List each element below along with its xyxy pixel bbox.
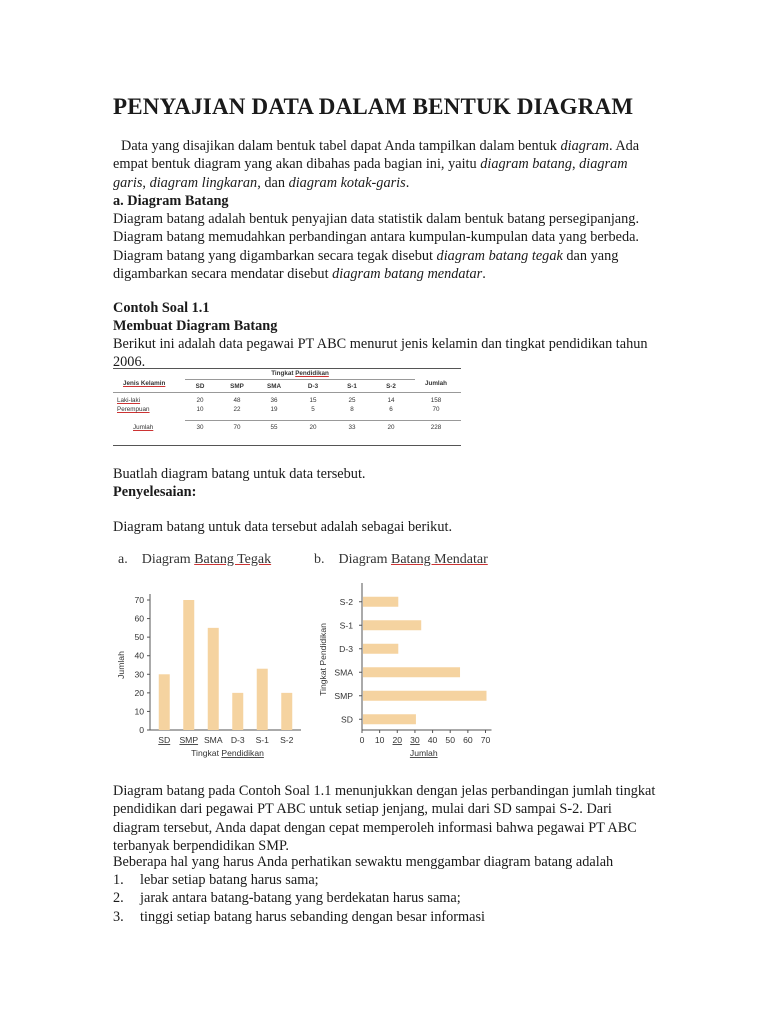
text-run: . Ada empat bentuk diagram yang akan dibahas pada bagian ini, yaitu — [113, 138, 640, 173]
conclusion-paragraph: Diagram batang pada Contoh Soal 1.1 menunjukkan dengan jelas perbandingan jumlah tingkat pendidikan dari pegawai PT ABC untuk setiap jenjang, mulai dari SD sampai S-2. Dari diagram tersebut, Anda dapat dengan cepat memperoleh informasi bahwa pegawai PT ABC terbanyak berpendidikan SMP. — [113, 783, 656, 855]
table-total-cell: 228 — [430, 424, 442, 431]
table-cell: 20 — [196, 397, 204, 404]
table-cell: 5 — [311, 406, 315, 413]
text-run: , — [571, 156, 580, 173]
example-heading: Contoh Soal 1.1 — [113, 300, 210, 316]
list-text: tinggi setiap batang harus sebanding dengan besar informasi — [140, 908, 486, 925]
y-tick-label: 10 — [134, 706, 144, 717]
bar — [208, 628, 219, 730]
table-cell: 19 — [270, 406, 278, 413]
y-tick-label: S-2 — [339, 596, 353, 607]
table-cell: 55 — [270, 424, 278, 431]
table-cell: 14 — [387, 397, 395, 404]
x-tick-label: 60 — [463, 735, 473, 745]
table-row-label: Perempuan — [117, 406, 150, 413]
x-tick-label: 40 — [427, 735, 438, 745]
x-tick-label: SD — [158, 735, 171, 745]
table-cell: 70 — [233, 424, 241, 431]
y-tick-label: 30 — [134, 669, 144, 680]
table-col-header: SD — [195, 383, 205, 390]
table-group-header: Tingkat Pendidikan — [271, 370, 329, 377]
list-number: 3. — [113, 908, 124, 925]
table-cell: 20 — [309, 424, 317, 431]
italic-term: diagram batang mendatar — [332, 266, 483, 283]
italic-term: diagram lingkaran — [149, 174, 258, 191]
bar — [363, 644, 398, 654]
y-tick-label: S-1 — [339, 620, 353, 631]
x-tick-label: 20 — [392, 735, 403, 745]
bar — [363, 691, 487, 701]
y-tick-label: 70 — [134, 595, 144, 605]
bar — [232, 693, 243, 730]
list-number: 1. — [113, 872, 124, 888]
section-a-heading: a. Diagram Batang — [113, 193, 229, 209]
x-tick-label: 0 — [359, 735, 365, 745]
table-cell: 36 — [270, 397, 278, 404]
horizontal-bar-chart — [314, 580, 514, 770]
chart-a-title: a. Diagram Batang Tegak — [118, 552, 272, 567]
table-cell: 48 — [233, 397, 241, 404]
list-number: 2. — [113, 890, 124, 907]
x-tick-label: 30 — [410, 735, 420, 745]
table-cell: 15 — [309, 397, 317, 404]
italic-term: diagram batang — [480, 156, 572, 173]
example-subheading: Membuat Diagram Batang — [113, 318, 278, 334]
x-axis-label: Tingkat Pendidikan — [191, 748, 264, 758]
text-run: . — [405, 174, 410, 191]
x-tick-label: D-3 — [230, 735, 245, 745]
table-row-header: Jenis Kelamin — [123, 380, 166, 387]
bar — [363, 597, 398, 607]
list-text: lebar setiap batang harus sama; — [140, 872, 319, 888]
y-tick-label: 0 — [139, 725, 144, 735]
y-axis-label: Jumlah — [116, 651, 126, 679]
chart-b-title: b. Diagram Batang Mendatar — [314, 552, 488, 567]
table-total-cell: 158 — [430, 397, 442, 404]
list-item — [113, 871, 653, 889]
y-tick-label: D-3 — [339, 643, 353, 654]
vertical-bar-chart — [110, 580, 310, 770]
text-run: dan yang digambarkan secara mendatar disebut — [113, 247, 619, 283]
y-tick-label: SMA — [334, 667, 353, 678]
bar — [363, 620, 421, 630]
text-run: Diagram batang adalah bentuk penyajian data statistik dalam bentuk batang persegipanjang. Diagram batang memudahkan perbandingan antara kumpulan-kumpulan data yang berbeda. Diagram batang yang digambarkan secara tegak disebut — [113, 211, 640, 264]
table-total-cell: 70 — [432, 406, 440, 413]
table-cell: 30 — [196, 424, 204, 431]
list-intro: Beberapa hal yang harus Anda perhatikan sewaktu menggambar diagram batang adalah — [113, 854, 614, 870]
bar — [183, 600, 194, 730]
y-tick-label: 50 — [134, 632, 144, 643]
x-axis-label: Jumlah — [409, 748, 438, 758]
x-tick-label: SMP — [179, 735, 199, 745]
table-col-header: S-1 — [347, 383, 357, 390]
table-col-header: D-3 — [307, 383, 319, 390]
table-cell: 8 — [350, 406, 354, 413]
text-run: , — [142, 174, 150, 191]
x-tick-label: S-1 — [255, 735, 269, 745]
text-run: . — [482, 266, 486, 283]
section-a-paragraph — [113, 210, 653, 284]
list-item — [113, 908, 653, 926]
italic-term: diagram batang tegak — [436, 247, 563, 264]
list-text: jarak antara batang-batang yang berdekatan harus sama; — [140, 890, 461, 907]
bar — [363, 667, 460, 677]
solution-heading: Penyelesaian: — [113, 484, 197, 500]
y-tick-label: SMP — [334, 690, 353, 701]
table-col-header: S-2 — [386, 383, 396, 390]
table-col-header: SMP — [230, 383, 244, 390]
instruction-text: Buatlah diagram batang untuk data tersebut. — [113, 466, 366, 482]
x-tick-label: S-2 — [280, 735, 294, 745]
table-cell: 33 — [348, 424, 356, 431]
y-axis-label: Tingkat Pendidikan — [318, 623, 328, 696]
list-item — [113, 889, 653, 907]
x-tick-label: 70 — [480, 735, 491, 745]
chart-title-text: Diagram Batang Mendatar — [338, 552, 488, 567]
bar — [363, 714, 416, 724]
text-run: Data yang disajikan dalam bentuk tabel dapat Anda tampilkan dalam bentuk — [121, 138, 561, 154]
chart-title-text: Diagram Batang Tegak — [141, 552, 272, 567]
text-run: , dan — [257, 174, 289, 191]
table-cell: 22 — [233, 406, 241, 413]
italic-term: diagram — [560, 138, 609, 154]
italic-term: diagram kotak-garis — [288, 174, 406, 191]
table-row-label: Jumlah — [133, 424, 154, 431]
y-tick-label: 40 — [134, 650, 144, 661]
table-row-label: Laki-laki — [117, 397, 141, 404]
y-tick-label: 60 — [134, 613, 144, 624]
y-tick-label: 20 — [134, 687, 144, 698]
solution-text: Diagram batang untuk data tersebut adalah sebagai berikut. — [113, 519, 453, 535]
x-tick-label: 10 — [374, 735, 385, 745]
table-cell: 25 — [348, 397, 356, 404]
table-total-header: Jumlah — [424, 380, 448, 387]
y-tick-label: SD — [341, 714, 353, 725]
bar — [281, 693, 292, 730]
bar — [257, 669, 268, 730]
x-tick-label: 50 — [445, 735, 455, 745]
table-cell: 6 — [389, 406, 393, 413]
example-paragraph: Berikut ini adalah data pegawai PT ABC menurut jenis kelamin dan tingkat pendidikan tahun 2006. — [113, 336, 648, 371]
data-table — [113, 368, 461, 446]
table-cell: 20 — [387, 424, 395, 431]
bar — [159, 674, 170, 730]
table-col-header: SMA — [267, 383, 281, 390]
italic-term: diagram garis — [113, 156, 628, 191]
table-cell: 10 — [196, 406, 204, 413]
page-title: PENYAJIAN DATA DALAM BENTUK DIAGRAM — [113, 94, 634, 119]
intro-paragraph — [113, 137, 653, 192]
x-tick-label: SMA — [203, 735, 223, 745]
